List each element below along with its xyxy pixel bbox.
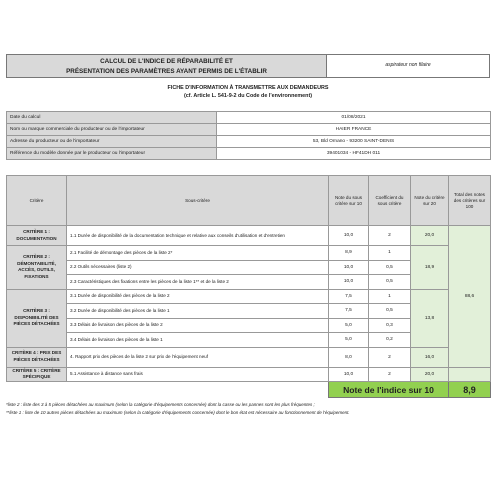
total-score-cell-empty — [449, 367, 491, 382]
sub-score: 10,0 — [329, 226, 369, 246]
sub-criterion-label: 3.2 Durée de disponibilité des pièces de la liste 1 — [67, 304, 329, 319]
criteria-table — [6, 175, 491, 398]
sub-score: 7,5 — [329, 289, 369, 304]
sub-criterion-label: 2.3 Caractéristiques des fixations entre les pièces de la liste 1** et de la liste 2 — [67, 275, 329, 290]
footnotes — [6, 401, 496, 417]
sub-score: 8,9 — [329, 246, 369, 261]
subtitle — [6, 84, 490, 100]
sub-score: 7,5 — [329, 304, 369, 319]
info-table — [6, 111, 491, 160]
subtitle-line-2: (cf. Article L. 541-9-2 du Code de l'environnement) — [183, 93, 313, 99]
sub-criterion-label: 1.1 Durée de disponibilité de la documentation technique et relative aux conseils d'utilisation et d'entretien — [67, 226, 329, 246]
col-sub-criterion: Sous-critère — [67, 176, 329, 226]
final-score-row — [7, 382, 491, 398]
info-value: 39401034 - HF41DH 011 — [217, 148, 491, 160]
criterion-score: 13,8 — [411, 289, 449, 347]
title-line-2: PRÉSENTATION DES PARAMÈTRES AYANT PERMIS DE L'ÉTABLIR — [66, 67, 267, 75]
info-row — [7, 112, 491, 124]
sub-coef: 0,3 — [369, 318, 411, 333]
sub-coef: 1 — [369, 289, 411, 304]
info-row — [7, 136, 491, 148]
sub-criterion-label: 3.3 Délais de livraison des pièces de la liste 2 — [67, 318, 329, 333]
table-row — [7, 347, 491, 367]
title-line-1: CALCUL DE L'INDICE DE RÉPARABILITÉ ET — [100, 58, 233, 65]
info-value: 53, Bld Ornano - 93200 SAINT-DENIS — [217, 136, 491, 148]
footnote: **liste 1 : liste de 10 autres pièces détachées au maximum (selon la catégorie d'équipements concernée) dont le bon état est nécessaire au fonctionnement de l'équipement. — [6, 410, 350, 415]
col-score: Note du sous critère sur 10 — [329, 176, 369, 226]
sub-coef: 2 — [369, 347, 411, 367]
product-type: aspirateur non filaire — [385, 62, 431, 68]
info-label: Adresse du producteur ou de l'importateur — [7, 136, 217, 148]
info-row — [7, 148, 491, 160]
final-score-value: 8,9 — [449, 382, 491, 398]
col-criterion-score: Note du critère sur 20 — [411, 176, 449, 226]
criterion-score: 18,9 — [411, 246, 449, 290]
criterion-score: 20,0 — [411, 367, 449, 382]
sub-criterion-label: 4. Rapport prix des pièces de la liste 2 sur prix de l'équipement neuf — [67, 347, 329, 367]
sub-score: 5,0 — [329, 318, 369, 333]
document-title — [7, 55, 327, 77]
col-criterion: Critère — [7, 176, 67, 226]
criterion-name: CRITÈRE 3 : DISPONIBILITÉ DES PIÈCES DÉTACHÉES — [7, 289, 67, 347]
sub-score: 10,0 — [329, 367, 369, 382]
final-score-label: Note de l'indice sur 10 — [329, 382, 449, 398]
sub-score: 10,0 — [329, 275, 369, 290]
criterion-name: CRITÈRE 2 : DÉMONTABILITÉ, ACCÈS, OUTILS, FIXATIONS — [7, 246, 67, 290]
sub-coef: 2 — [369, 226, 411, 246]
sub-coef: 2 — [369, 367, 411, 382]
total-score-100: 88,6 — [449, 226, 491, 368]
subtitle-line-1: FICHE D'INFORMATION À TRANSMETTRE AUX DEMANDEURS — [167, 85, 329, 91]
sub-criterion-label: 2.1 Facilité de démontage des pièces de la liste 2* — [67, 246, 329, 261]
sub-criterion-label: 5.1 Assistance à distance sans frais — [67, 367, 329, 382]
table-row — [7, 226, 491, 246]
table-row — [7, 289, 491, 304]
criterion-score: 20,0 — [411, 226, 449, 246]
info-value: 01/08/2021 — [217, 112, 491, 124]
sub-criterion-label: 2.2 Outils nécessaires (liste 2) — [67, 260, 329, 275]
criterion-name: CRITÈRE 1 : DOCUMENTATION — [7, 226, 67, 246]
criterion-score: 16,0 — [411, 347, 449, 367]
info-label: Date du calcul — [7, 112, 217, 124]
sub-score: 5,0 — [329, 333, 369, 348]
col-coef: Coefficient du sous critère — [369, 176, 411, 226]
header-row — [7, 176, 491, 226]
info-label: Référence du modèle donnée par le producteur ou l'importateur — [7, 148, 217, 160]
criterion-name: CRITÈRE 5 : CRITÈRE SPÉCIFIQUE — [7, 367, 67, 382]
sub-coef: 0,5 — [369, 260, 411, 275]
sub-coef: 0,2 — [369, 333, 411, 348]
info-value: HAIER FRANCE — [217, 124, 491, 136]
col-total: Total des notes des critères sur 100 — [449, 176, 491, 226]
sub-coef: 0,5 — [369, 304, 411, 319]
sub-score: 8,0 — [329, 347, 369, 367]
info-label: Nom ou marque commerciale du producteur ou de l'importateur — [7, 124, 217, 136]
table-row — [7, 367, 491, 382]
final-spacer — [7, 382, 329, 398]
info-row — [7, 124, 491, 136]
sub-coef: 0,5 — [369, 275, 411, 290]
table-row — [7, 246, 491, 261]
sub-criterion-label: 3.1 Durée de disponibilité des pièces de la liste 2 — [67, 289, 329, 304]
header-box — [6, 54, 490, 78]
footnote: *liste 2 : liste des 3 à 5 pièces détachées au maximum (selon la catégorie d'équipements concernée) dont la casse ou les pannes sont les plus fréquentes ; — [6, 402, 315, 407]
sub-coef: 1 — [369, 246, 411, 261]
sub-criterion-label: 3.4 Délais de livraison des pièces de la liste 1 — [67, 333, 329, 348]
criterion-name: CRITÈRE 4 : PRIX DES PIÈCES DÉTACHÉES — [7, 347, 67, 367]
sub-score: 10,0 — [329, 260, 369, 275]
